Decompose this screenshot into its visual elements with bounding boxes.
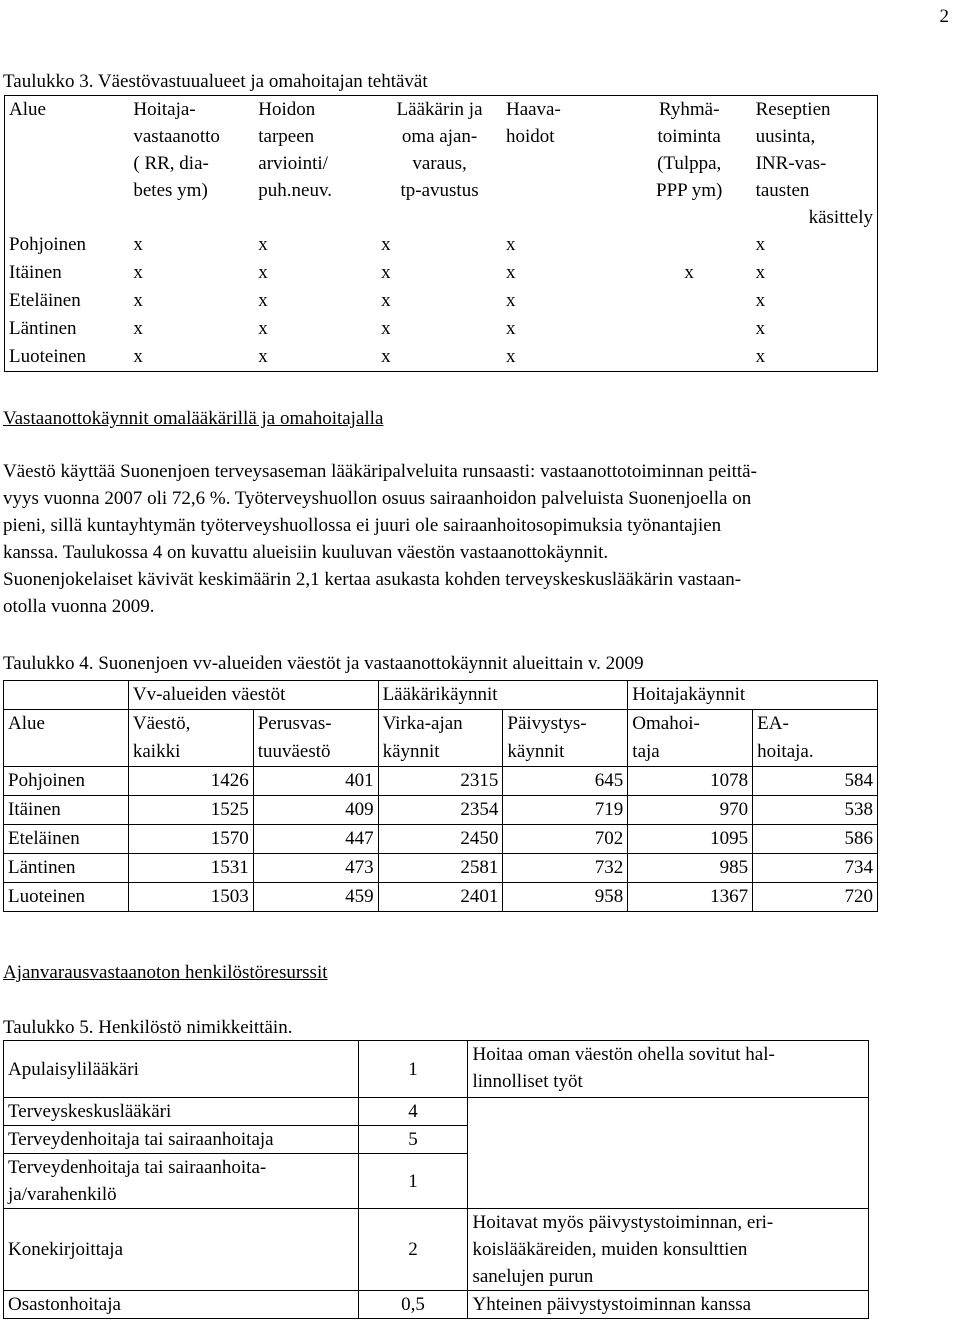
table3-cell: Itäinen (9, 262, 62, 283)
table4-row (4, 767, 878, 796)
table3-caption: Taulukko 3. Väestövastuualueet ja omahoitajan tehtävät (3, 71, 428, 92)
table3-header-cell: Alue (9, 99, 46, 120)
table3-row (5, 259, 878, 287)
table4-cell: 734 (753, 854, 878, 883)
table3-cell: Luoteinen (9, 346, 87, 367)
table4-cell: Itäinen (4, 796, 129, 825)
table3-cell: x (133, 290, 143, 311)
table5-note-cell: Hoitavat myös päivystystoiminnan, eri- koislääkäreiden, muiden konsulttien sanelujen purun (468, 1209, 869, 1291)
table4-col-header (4, 710, 878, 767)
table4-cell: 538 (753, 796, 878, 825)
table4-cell: 409 (253, 796, 378, 825)
table4-cell: 645 (503, 767, 628, 796)
paragraph-line: otolla vuonna 2009. (3, 596, 155, 617)
table3-cell: x (505, 290, 516, 311)
table4-cell: 2581 (378, 854, 503, 883)
table5-count-cell: 2 (358, 1209, 468, 1291)
table4-group-header (4, 681, 878, 710)
table3-cell (627, 287, 752, 315)
table5-note-cell: Yhteinen päivystystoiminnan kanssa (468, 1291, 869, 1319)
table4-header-cell: Virka-ajan käynnit (378, 710, 503, 767)
table4-cell: 2315 (378, 767, 503, 796)
table4-cell: 459 (253, 883, 378, 912)
table4-row (4, 825, 878, 854)
table3-header (5, 96, 878, 232)
table5-count-cell: 1 (358, 1041, 468, 1098)
table4-cell (4, 681, 129, 710)
table4-cell: Läntinen (4, 854, 129, 883)
table5-row (4, 1209, 869, 1291)
table4-cell: 1095 (628, 825, 753, 854)
table4-cell: Eteläinen (4, 825, 129, 854)
paragraph-line: vyys vuonna 2007 oli 72,6 %. Työterveyshuollon osuus sairaanhoidon palveluista Suonenjoella on (3, 488, 752, 509)
table4-cell: 732 (503, 854, 628, 883)
table3-cell: x (755, 318, 766, 339)
table3-cell: x (381, 318, 391, 339)
table4-cell: 1426 (128, 767, 253, 796)
table3-cell: x (258, 262, 268, 283)
page-number: 2 (939, 6, 949, 27)
table4-cell: 401 (253, 767, 378, 796)
table3-row (5, 343, 878, 372)
table3-header-cell: Hoidon tarpeen arviointi/ puh.neuv. (258, 99, 332, 201)
table3-header-cell: Haava- hoidot (505, 99, 561, 147)
table4-cell: 1078 (628, 767, 753, 796)
table3-cell: x (258, 234, 268, 255)
paragraph-line: Suonenjokelaiset kävivät keskimäärin 2,1 kertaa asukasta kohden terveyskeskuslääkärin vastaan- (3, 569, 742, 590)
table5-count-cell: 5 (358, 1126, 468, 1154)
table3-cell: x (755, 290, 766, 311)
table3-cell: x (505, 234, 516, 255)
table4-cell: 1531 (128, 854, 253, 883)
table5-count-cell: 0,5 (358, 1291, 468, 1319)
table4-group-cell: Lääkärikäynnit (378, 681, 628, 710)
table4-cell: 586 (753, 825, 878, 854)
table3-header-cell: Hoitaja- vastaanotto ( RR, dia- betes ym) (133, 99, 220, 201)
table4-cell: 985 (628, 854, 753, 883)
table4-cell: 1525 (128, 796, 253, 825)
table4-cell: 447 (253, 825, 378, 854)
table4-header-cell: Väestö, kaikki (128, 710, 253, 767)
table4-caption: Taulukko 4. Suonenjoen vv-alueiden väestöt ja vastaanottokäynnit alueittain v. 2009 (3, 653, 644, 674)
table4-header-cell: EA- hoitaja. (753, 710, 878, 767)
section-heading-staff: Ajanvarausvastaanoton henkilöstöresurssit (3, 962, 328, 983)
table3-cell: x (258, 318, 268, 339)
table3-cell: Eteläinen (9, 290, 81, 311)
table4-cell: 473 (253, 854, 378, 883)
paragraph-line: kanssa. Taulukossa 4 on kuvattu alueisiin kuuluvan väestön vastaanottokäynnit. (3, 542, 609, 563)
table5-note-cell (468, 1098, 869, 1209)
table3-cell: x (258, 290, 268, 311)
table3 (4, 95, 878, 372)
table3-cell: x (505, 346, 516, 367)
table3-cell: x (381, 346, 391, 367)
table3-cell: x (684, 262, 694, 283)
table4 (3, 680, 878, 912)
table5-title-cell: Konekirjoittaja (4, 1209, 359, 1291)
table3-cell: x (133, 234, 143, 255)
table4-cell: Luoteinen (4, 883, 129, 912)
table5-title-cell: Osastonhoitaja (4, 1291, 359, 1319)
table4-cell: 2401 (378, 883, 503, 912)
table4-cell: Pohjoinen (4, 767, 129, 796)
table5-title-cell: Terveyskeskuslääkäri (4, 1098, 359, 1126)
table5-title-cell: Terveydenhoitaja tai sairaanhoita- ja/varahenkilö (4, 1154, 359, 1209)
table4-row (4, 796, 878, 825)
table3-cell: x (755, 346, 766, 367)
table5-row (4, 1041, 869, 1098)
paragraph-line: pieni, sillä kuntayhtymän työterveyshuollossa ei juuri ole sairaanhoitosopimuksia työnantajien (3, 515, 722, 536)
table4-cell: 1570 (128, 825, 253, 854)
table3-cell: Läntinen (9, 318, 77, 339)
table3-row (5, 315, 878, 343)
table5-title-cell: Terveydenhoitaja tai sairaanhoitaja (4, 1126, 359, 1154)
table5-row (4, 1291, 869, 1319)
table3-header-cell: Ryhmä- toiminta (Tulppa, PPP ym) (656, 99, 723, 201)
table3-cell: x (133, 346, 143, 367)
table4-cell: 958 (503, 883, 628, 912)
table3-cell (627, 231, 752, 259)
table4-row (4, 883, 878, 912)
table3-cell: x (258, 346, 268, 367)
table4-header-cell: Alue (4, 710, 129, 767)
section-heading-visits: Vastaanottokäynnit omalääkärillä ja omahoitajalla (3, 408, 384, 429)
table3-cell: x (133, 262, 143, 283)
table4-group-cell: Vv-alueiden väestöt (128, 681, 378, 710)
table5-caption: Taulukko 5. Henkilöstö nimikkeittäin. (3, 1017, 293, 1038)
table4-header-cell: Perusvas- tuuväestö (253, 710, 378, 767)
table4-cell: 1367 (628, 883, 753, 912)
table3-cell (627, 343, 752, 372)
table4-cell: 1503 (128, 883, 253, 912)
table3-cell: x (133, 318, 143, 339)
table5-row (4, 1098, 869, 1126)
table4-header-cell: Päivystys- käynnit (503, 710, 628, 767)
table4-cell: 2450 (378, 825, 503, 854)
table4-group-cell: Hoitajakäynnit (628, 681, 878, 710)
paragraph-line: Väestö käyttää Suonenjoen terveysaseman lääkäripalveluita runsaasti: vastaanottotoiminnan peittä- (3, 461, 757, 482)
table4-header-cell: Omahoi- taja (628, 710, 753, 767)
table3-cell: Pohjoinen (9, 234, 87, 255)
table5-note-cell: Hoitaa oman väestön ohella sovitut hal- linnolliset työt (468, 1041, 869, 1098)
table3-header-cell: Reseptien uusinta, INR-vas- tausten käsittely (755, 99, 873, 228)
table3-cell: x (505, 318, 516, 339)
table3-header-cell: Lääkärin ja oma ajan- varaus, tp-avustus (396, 99, 483, 201)
table3-row (5, 231, 878, 259)
table3-cell: x (505, 262, 516, 283)
table3-row (5, 287, 878, 315)
table3-cell: x (755, 262, 766, 283)
paragraph-visits (3, 458, 953, 620)
table3-cell (627, 315, 752, 343)
table3-cell: x (381, 290, 391, 311)
table5-count-cell: 4 (358, 1098, 468, 1126)
table4-cell: 970 (628, 796, 753, 825)
table4-cell: 719 (503, 796, 628, 825)
table4-cell: 720 (753, 883, 878, 912)
table5-title-cell: Apulaisylilääkäri (4, 1041, 359, 1098)
table5-count-cell: 1 (358, 1154, 468, 1209)
table5 (3, 1040, 869, 1319)
table4-cell: 584 (753, 767, 878, 796)
table4-cell: 702 (503, 825, 628, 854)
table4-row (4, 854, 878, 883)
table4-cell: 2354 (378, 796, 503, 825)
table3-cell: x (755, 234, 766, 255)
table3-cell: x (381, 262, 391, 283)
table3-cell: x (381, 234, 391, 255)
